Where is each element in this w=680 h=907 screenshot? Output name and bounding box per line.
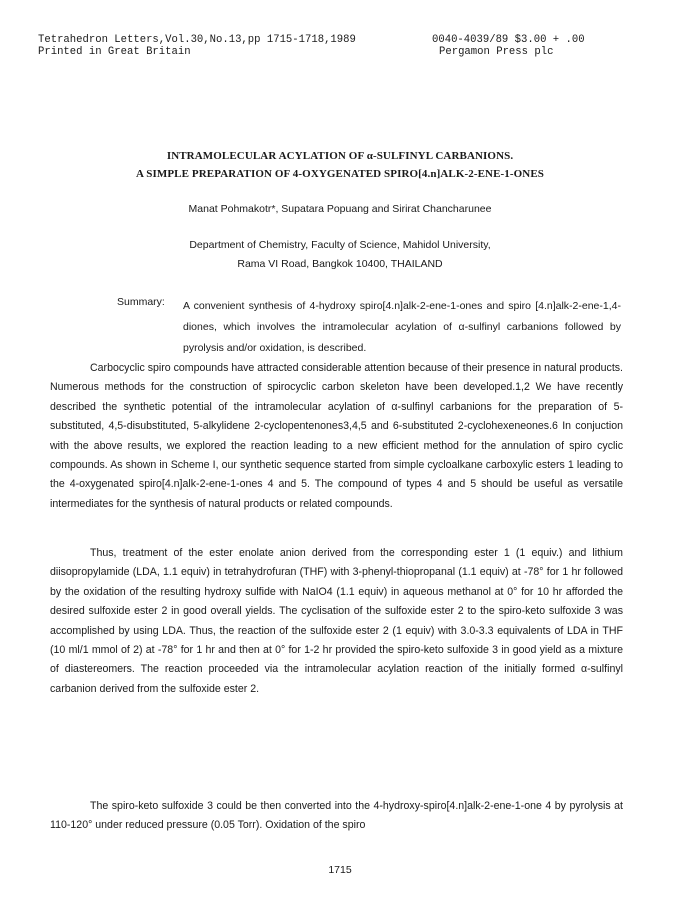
affiliation-line-2: Rama VI Road, Bangkok 10400, THAILAND bbox=[237, 258, 443, 270]
publisher: Pergamon Press plc bbox=[439, 46, 554, 58]
page-number: 1715 bbox=[328, 864, 352, 876]
journal-header-right bbox=[432, 34, 585, 58]
journal-citation: Tetrahedron Letters,Vol.30,No.13,pp 1715-1718,1989 bbox=[38, 34, 356, 46]
affiliation-line-1: Department of Chemistry, Faculty of Science, Mahidol University, bbox=[189, 239, 491, 251]
summary-text: A convenient synthesis of 4-hydroxy spiro[4.n]alk-2-ene-1-ones and spiro [4.n]alk-2-ene-1,4-diones, which involves the intramolecular acylation of α-sulfinyl carbanions followed by pyrolysis and/or oxidation, is described. bbox=[183, 300, 621, 354]
summary-label: Summary: bbox=[117, 296, 165, 308]
body-paragraph-3: The spiro-keto sulfoxide 3 could be then converted into the 4-hydroxy-spiro[4.n]alk-2-ene-1-one 4 by pyrolysis at 110-120° under reduced pressure (0.05 Torr). Oxidation of the spiro bbox=[50, 800, 623, 832]
body-paragraph-1: Carbocyclic spiro compounds have attracted considerable attention because of their presence in natural products. Numerous methods for the construction of spirocyclic carbon skeleton have been developed.1,2 We have recently described the synthetic potential of the intramolecular acylation of α-sulfinyl carbanions for the preparation of 5-substituted, 4,5-disubstituted, 5-alkylidene 2-cyclopentenones3,4,5 and 6-substituted 2-cyclohexeneones.6 In conjuction with the above results, we explored the reaction leading to a new efficient method for the annulation of spiro cyclic compounds. As shown in Scheme I, our synthetic sequence started from simple cycloalkane carboxylic esters 1 leading to the 4-oxygenated spiro[4.n]alk-2-ene-1-ones 4 and 5. The compound of types 4 and 5 should be useful as versatile intermediates for the synthesis of natural products or related compounds. bbox=[50, 362, 623, 510]
body-paragraph-2: Thus, treatment of the ester enolate anion derived from the corresponding ester 1 (1 equiv.) and lithium diisopropylamide (LDA, 1.1 equiv) in tetrahydrofuran (THF) with 3-phenyl-thiopropanal (1.1 equiv) at -78° for 1 hr followed by the oxidation of the resulting hydroxy sulfide with NaIO4 (1.1 equiv) in aqueous methanol at 0° for 10 hr afforded the desired sulfoxide ester 2 in good overall yields. The cyclisation of the sulfoxide ester 2 to the spiro-keto sulfoxide 3 was accomplished by using LDA. Thus, the reaction of the sulfoxide ester 2 (1 equiv) with 3.0-3.3 equivalents of LDA in THF (10 ml/1 mmol of 2) at -78° for 1 hr and then at 0° for 1-2 hr provided the spiro-keto sulfoxide 3 in good yield as a mixture of diastereomers. The reaction proceeded via the intramolecular acylation reaction of the initially formed α-sulfinyl carbanion derived from the sulfoxide ester 2. bbox=[50, 547, 623, 695]
issn-price: 0040-4039/89 $3.00 + .00 bbox=[432, 34, 585, 46]
authors: Manat Pohmakotr*, Supatara Popuang and Sirirat Chancharunee bbox=[188, 203, 492, 215]
journal-header-left bbox=[38, 34, 356, 58]
article-title-line-1: INTRAMOLECULAR ACYLATION OF α-SULFINYL CARBANIONS. bbox=[166, 150, 514, 162]
article-title-line-2: A SIMPLE PREPARATION OF 4-OXYGENATED SPIRO[4.n]ALK-2-ENE-1-ONES bbox=[135, 168, 545, 180]
printed-location: Printed in Great Britain bbox=[38, 46, 191, 58]
